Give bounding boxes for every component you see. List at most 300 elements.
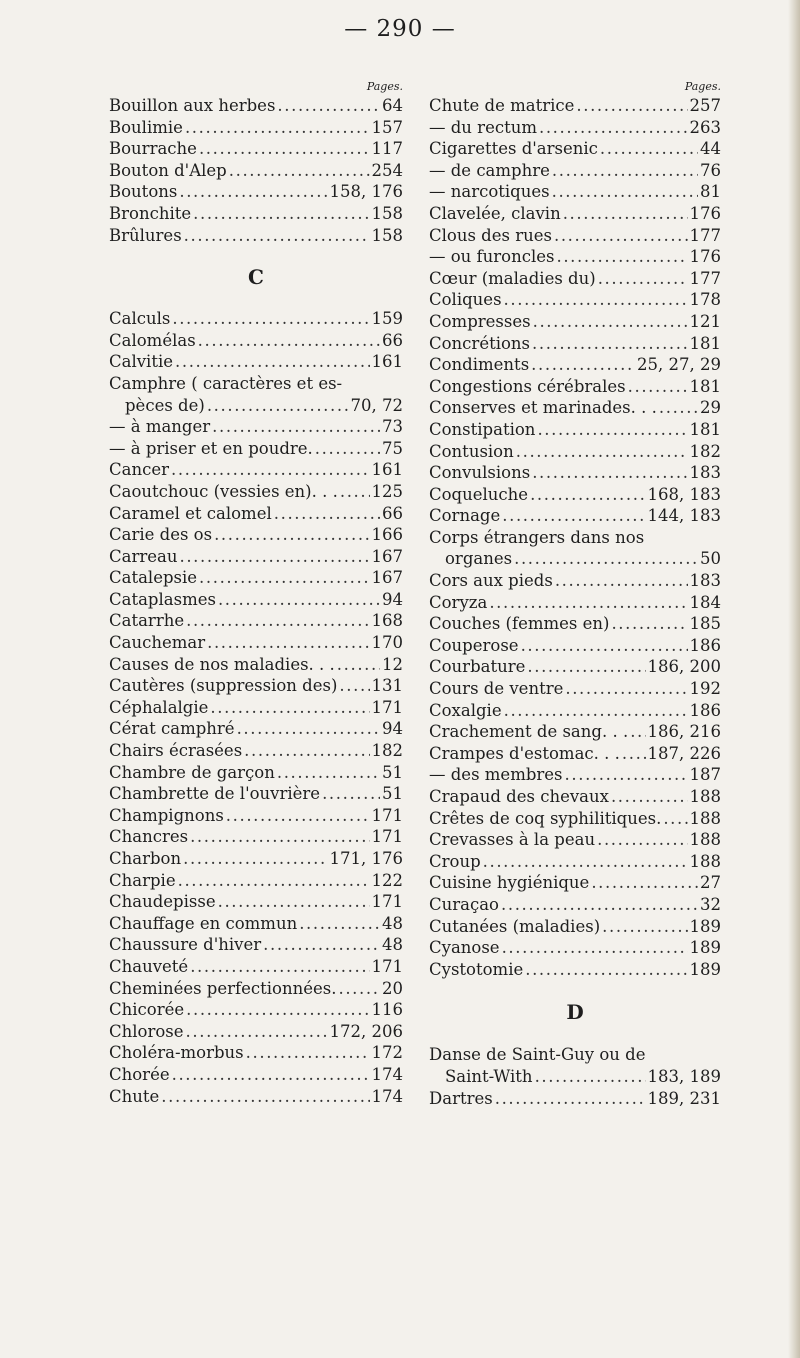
- dot-leader: [190, 956, 369, 978]
- dot-leader: [611, 786, 688, 808]
- index-page-refs: 183, 189: [647, 1066, 721, 1086]
- index-term: Curaçao: [429, 894, 499, 914]
- index-page-refs: 161: [371, 460, 403, 480]
- index-page-refs: 188: [689, 830, 721, 850]
- index-page-refs: 51: [382, 762, 403, 782]
- index-term: Condiments: [429, 355, 530, 375]
- index-entry: [429, 851, 721, 873]
- dot-leader: [277, 95, 380, 117]
- dot-leader: [552, 160, 698, 182]
- dot-leader: [179, 546, 369, 568]
- dot-leader: [489, 592, 687, 614]
- index-entry: [109, 546, 403, 568]
- dot-leader: [175, 351, 369, 373]
- index-entry: [429, 289, 721, 311]
- index-term: Choléra-morbus: [109, 1043, 244, 1063]
- dot-leader: [185, 117, 370, 139]
- index-entry: [429, 1066, 721, 1088]
- index-page-refs: 171: [371, 827, 403, 847]
- index-term: Cautères (suppression des): [109, 676, 338, 696]
- index-term: Conserves et marinades. . .: [429, 398, 657, 418]
- index-term: Cauchemar: [109, 633, 206, 653]
- index-page-refs: 182: [689, 441, 721, 461]
- index-term: Cuisine hygiénique: [429, 873, 590, 893]
- dot-leader: [501, 894, 698, 916]
- dot-leader: [504, 700, 688, 722]
- index-entry: [109, 459, 403, 481]
- index-page-refs: 172: [371, 1043, 403, 1063]
- index-page-refs: 167: [371, 546, 403, 566]
- dot-leader: [630, 721, 645, 743]
- dot-leader: [207, 632, 369, 654]
- dot-leader: [186, 610, 369, 632]
- index-term: Convulsions: [429, 463, 531, 483]
- index-term: Corps étrangers dans nos: [429, 527, 645, 547]
- index-entry: [109, 675, 403, 697]
- dot-leader: [531, 354, 635, 376]
- dot-leader: [214, 524, 369, 546]
- index-page-refs: 181: [689, 376, 721, 396]
- dot-leader: [555, 570, 688, 592]
- dot-leader: [218, 891, 370, 913]
- index-entry: [109, 138, 403, 160]
- index-page-refs: 177: [689, 225, 721, 245]
- dot-leader: [628, 376, 688, 398]
- index-entry: [109, 999, 403, 1021]
- dot-leader: [207, 395, 349, 417]
- index-term: Camphre ( caractères et es-: [109, 373, 343, 393]
- index-group-b: [109, 95, 403, 246]
- dot-leader: [277, 762, 380, 784]
- index-term: Chorée: [109, 1064, 170, 1084]
- index-term: Chambrette de l'ouvrière: [109, 784, 321, 804]
- index-term: Chairs écrasées: [109, 741, 243, 761]
- index-page-refs: 184: [689, 592, 721, 612]
- index-page-refs: 12: [382, 654, 403, 674]
- dot-leader: [339, 675, 369, 697]
- index-entry: [429, 721, 721, 743]
- index-term: Cigarettes d'arsenic: [429, 139, 598, 159]
- index-term: Brûlures: [109, 225, 182, 245]
- index-entry: [109, 416, 403, 438]
- index-entry: [109, 308, 403, 330]
- page-number: — 290 —: [344, 16, 456, 42]
- pages-column-header: Pages.: [366, 80, 403, 93]
- index-term: Clous des rues: [429, 225, 552, 245]
- index-term: Cutanées (maladies): [429, 916, 601, 936]
- index-term: Courbature: [429, 657, 526, 677]
- index-page-refs: 189: [689, 959, 721, 979]
- dot-leader: [530, 484, 645, 506]
- index-entry: [429, 462, 721, 484]
- index-term: Chancres: [109, 827, 189, 847]
- index-page-refs: 174: [371, 1064, 403, 1084]
- page-edge-shadow: [788, 0, 800, 1358]
- letter-heading-c: C: [248, 265, 264, 290]
- index-entry: [109, 567, 403, 589]
- index-entry: [109, 373, 403, 395]
- index-page-refs: 44: [700, 139, 721, 159]
- dot-leader: [226, 805, 370, 827]
- index-entry: [109, 632, 403, 654]
- index-entry: [429, 1044, 721, 1066]
- index-term: Cornage: [429, 506, 501, 526]
- index-entry: [429, 397, 721, 419]
- index-page-refs: 29: [700, 398, 721, 418]
- index-page-refs: 168: [371, 611, 403, 631]
- index-term: Chlorose: [109, 1021, 184, 1041]
- index-group-c: [109, 308, 403, 1107]
- index-entry: [429, 1088, 721, 1110]
- index-entry: [429, 872, 721, 894]
- pages-column-header: Pages.: [684, 80, 721, 93]
- index-page-refs: 81: [700, 182, 721, 202]
- index-page-refs: 188: [689, 787, 721, 806]
- index-term: Calomélas: [109, 330, 196, 350]
- index-page-refs: 117: [371, 139, 403, 159]
- dot-leader: [212, 416, 380, 438]
- index-entry: [109, 1021, 403, 1043]
- dot-leader: [521, 635, 688, 657]
- dot-leader: [576, 95, 687, 117]
- index-page-refs: 185: [689, 614, 721, 634]
- index-page-refs: 27: [700, 873, 721, 893]
- dot-leader: [600, 138, 698, 160]
- index-entry: [109, 503, 403, 525]
- index-term: pèces de): [125, 395, 205, 415]
- index-term: Causes de nos maladies. . .: [109, 654, 335, 674]
- index-entry: [109, 805, 403, 827]
- index-entry: [429, 419, 721, 441]
- index-entry: [109, 1042, 403, 1064]
- index-entry: [429, 592, 721, 614]
- index-entry: [429, 268, 721, 290]
- dot-leader: [178, 870, 370, 892]
- dot-leader: [229, 160, 370, 182]
- dot-leader: [184, 225, 370, 247]
- index-term: Crampes d'estomac. . .: [429, 743, 620, 763]
- index-entry: [109, 395, 403, 417]
- index-term: — des membres: [429, 765, 563, 785]
- dot-leader: [525, 959, 687, 981]
- dot-leader: [198, 330, 380, 352]
- dot-leader: [502, 937, 688, 959]
- index-entry: [429, 656, 721, 678]
- index-term: Cors aux pieds: [429, 571, 553, 591]
- index-entry: [109, 438, 403, 460]
- index-entry: [109, 826, 403, 848]
- index-entry: [109, 160, 403, 182]
- index-entry: [429, 764, 721, 786]
- index-term: Coqueluche: [429, 484, 529, 504]
- index-term: Catarrhe: [109, 611, 185, 631]
- index-page-refs: 48: [382, 913, 403, 933]
- index-entry: [429, 613, 721, 635]
- index-term: Cours de ventre: [429, 679, 564, 699]
- index-page-refs: 176: [689, 247, 721, 267]
- index-term: Crêtes de coq syphilitiques.: [429, 808, 662, 828]
- index-term: Chaussure d'hiver: [109, 935, 262, 955]
- index-entry: [429, 808, 721, 830]
- index-page-refs: 125: [371, 481, 403, 501]
- index-entry: [109, 934, 403, 956]
- index-entry: [429, 484, 721, 506]
- dot-leader: [186, 1021, 328, 1043]
- index-entry: [429, 354, 721, 376]
- index-term: Chambre de garçon: [109, 762, 275, 782]
- dot-leader: [495, 1088, 646, 1110]
- index-term: Coliques: [429, 290, 502, 310]
- index-page-refs: 168, 183: [647, 484, 721, 504]
- index-entry: [109, 848, 403, 870]
- dot-leader: [183, 848, 327, 870]
- dot-leader: [611, 613, 687, 635]
- index-page-refs: 186, 216: [647, 722, 721, 742]
- index-page-refs: 116: [371, 1000, 403, 1020]
- index-term: Danse de Saint-Guy ou de: [429, 1045, 646, 1065]
- dot-leader: [244, 740, 369, 762]
- index-term: Caoutchouc (vessies en). . .: [109, 481, 338, 501]
- index-page-refs: 48: [382, 935, 403, 955]
- index-entry: [109, 913, 403, 935]
- index-page-refs: 177: [689, 268, 721, 288]
- index-entry: [109, 1086, 403, 1108]
- index-page-refs: 189, 231: [647, 1088, 721, 1108]
- index-term: Chauffage en commun: [109, 913, 298, 933]
- index-page-refs: 171: [371, 956, 403, 976]
- dot-leader: [516, 441, 688, 463]
- index-entry: [429, 894, 721, 916]
- index-entry: [109, 891, 403, 913]
- index-term: — de camphre: [429, 160, 550, 180]
- index-entry: [109, 481, 403, 503]
- index-term: Boulimie: [109, 117, 183, 137]
- dot-leader: [502, 505, 645, 527]
- dot-leader: [172, 1064, 370, 1086]
- index-page-refs: 183: [689, 571, 721, 591]
- index-term: Clavelée, clavin: [429, 203, 561, 223]
- index-entry: [109, 589, 403, 611]
- index-term: — à priser et en poudre.: [109, 438, 313, 458]
- index-term: — narcotiques: [429, 182, 550, 202]
- dot-leader: [598, 268, 688, 290]
- dot-leader: [556, 246, 687, 268]
- index-page-refs: 20: [382, 978, 403, 998]
- index-term: Caramel et calomel: [109, 503, 272, 523]
- dot-leader: [190, 826, 369, 848]
- index-page-refs: 182: [371, 741, 403, 761]
- index-term: — à manger: [109, 417, 211, 437]
- dot-leader: [218, 589, 380, 611]
- index-page-refs: 189: [689, 916, 721, 936]
- index-page-refs: 186, 200: [647, 657, 721, 677]
- index-entry: [429, 246, 721, 268]
- index-page-refs: 76: [700, 160, 721, 180]
- dot-leader: [171, 459, 370, 481]
- index-term: Congestions cérébrales: [429, 376, 626, 396]
- index-entry: [429, 376, 721, 398]
- index-term: Saint-With: [445, 1066, 533, 1086]
- dot-leader: [597, 829, 687, 851]
- dot-leader: [532, 462, 687, 484]
- index-term: Coryza: [429, 592, 488, 612]
- index-entry: [429, 441, 721, 463]
- dot-leader: [199, 567, 369, 589]
- index-entry: [429, 678, 721, 700]
- index-term: Couches (femmes en): [429, 614, 610, 634]
- index-term: Charpie: [109, 870, 176, 890]
- index-page-refs: 75: [382, 438, 403, 458]
- index-term: Carie des os: [109, 525, 213, 545]
- index-term: Cœur (maladies du): [429, 268, 596, 288]
- dot-leader: [274, 503, 380, 525]
- index-term: Carreau: [109, 546, 178, 566]
- index-entry: [429, 635, 721, 657]
- index-page-refs: 186: [689, 635, 721, 655]
- dot-leader: [552, 181, 698, 203]
- index-entry: [109, 351, 403, 373]
- index-page-refs: 161: [371, 352, 403, 372]
- index-entry: [429, 937, 721, 959]
- index-term: Cyanose: [429, 938, 500, 958]
- index-page-refs: 176: [689, 203, 721, 223]
- dot-leader: [322, 783, 380, 805]
- index-entry: [429, 829, 721, 851]
- index-term: Dartres: [429, 1088, 493, 1108]
- dot-leader: [535, 1066, 646, 1088]
- index-term: Croup: [429, 851, 481, 871]
- dot-leader: [663, 808, 687, 830]
- index-entry: [109, 203, 403, 225]
- index-page-refs: 167: [371, 568, 403, 588]
- index-page-refs: 257: [689, 96, 721, 115]
- index-page-refs: 187: [689, 765, 721, 785]
- index-page-refs: 181: [689, 419, 721, 439]
- index-term: Chute de matrice: [429, 96, 575, 115]
- index-entry: [429, 700, 721, 722]
- index-entry: [429, 743, 721, 765]
- index-page-refs: 70, 72: [350, 395, 403, 415]
- index-page-refs: 158: [371, 203, 403, 223]
- index-page-refs: 263: [689, 117, 721, 137]
- dot-leader: [315, 438, 380, 460]
- index-entry: [109, 610, 403, 632]
- index-entry: [109, 524, 403, 546]
- index-term: Champignons: [109, 805, 224, 825]
- index-page-refs: 254: [371, 160, 403, 180]
- dot-leader: [246, 1042, 370, 1064]
- index-page-refs: 188: [689, 851, 721, 871]
- index-entry: [429, 333, 721, 355]
- dot-leader: [186, 999, 369, 1021]
- index-entry: [429, 181, 721, 203]
- index-term: Bouillon aux herbes: [109, 96, 276, 115]
- index-term: Chauveté: [109, 956, 189, 976]
- index-term: — du rectum: [429, 117, 537, 137]
- dot-leader: [172, 308, 369, 330]
- index-term: Concrétions: [429, 333, 531, 353]
- dot-leader: [237, 718, 380, 740]
- dot-leader: [340, 481, 370, 503]
- index-page-refs: 192: [689, 679, 721, 699]
- index-page-refs: 94: [382, 719, 403, 739]
- index-term: Charbon: [109, 849, 182, 868]
- index-column-right: [429, 80, 721, 1109]
- index-page-refs: 172, 206: [329, 1021, 403, 1041]
- index-page-refs: 183: [689, 463, 721, 483]
- index-entry: [109, 740, 403, 762]
- dot-leader: [161, 1086, 369, 1108]
- index-entry: [429, 311, 721, 333]
- index-term: Couperose: [429, 635, 519, 655]
- dot-leader: [299, 913, 380, 935]
- index-term: Cheminées perfectionnées.: [109, 978, 337, 998]
- index-column-left: [109, 80, 403, 1107]
- index-page-refs: 174: [371, 1086, 403, 1106]
- index-page-refs: 171: [371, 697, 403, 717]
- index-page-refs: 158, 176: [329, 182, 403, 202]
- index-entry: [109, 117, 403, 139]
- letter-heading-d: D: [566, 1000, 584, 1025]
- dot-leader: [537, 419, 687, 441]
- dot-leader: [563, 203, 688, 225]
- dot-leader: [210, 697, 369, 719]
- dot-leader: [504, 289, 688, 311]
- index-page-refs: 178: [689, 290, 721, 310]
- index-term: Chute: [109, 1086, 160, 1106]
- index-entry: [109, 978, 403, 1000]
- index-entry: [109, 783, 403, 805]
- index-page-refs: 170: [371, 633, 403, 653]
- dot-leader: [554, 225, 688, 247]
- dot-leader: [263, 934, 380, 956]
- index-entry: [109, 95, 403, 117]
- dot-leader: [514, 548, 698, 570]
- index-term: Contusion: [429, 441, 514, 461]
- index-group-d: [429, 1044, 721, 1109]
- index-page-refs: 181: [689, 333, 721, 353]
- index-page-refs: 66: [382, 330, 403, 350]
- index-entry: [109, 181, 403, 203]
- index-page-refs: 166: [371, 525, 403, 545]
- index-page-refs: 171: [371, 892, 403, 912]
- index-term: Cancer: [109, 460, 169, 480]
- index-page-refs: 171: [371, 805, 403, 825]
- index-page-refs: 188: [689, 808, 721, 828]
- index-term: Chaudepisse: [109, 892, 216, 912]
- index-term: Cystotomie: [429, 959, 524, 979]
- index-term: Cérat camphré: [109, 719, 235, 739]
- dot-leader: [565, 764, 688, 786]
- index-entry: [429, 916, 721, 938]
- index-entry: [109, 697, 403, 719]
- index-term: Bronchite: [109, 203, 192, 223]
- dot-leader: [532, 333, 687, 355]
- index-term: Crevasses à la peau: [429, 830, 596, 850]
- index-page-refs: 157: [371, 117, 403, 137]
- index-entry: [109, 718, 403, 740]
- index-page-refs: 189: [689, 938, 721, 958]
- index-page-refs: 25, 27, 29: [637, 355, 721, 375]
- index-term: Chicorée: [109, 1000, 185, 1020]
- index-page-refs: 64: [382, 96, 403, 115]
- index-page-refs: 51: [382, 784, 403, 804]
- index-term: Catalepsie: [109, 568, 198, 588]
- index-term: Cataplasmes: [109, 589, 216, 609]
- dot-leader: [539, 117, 688, 139]
- dot-leader: [527, 656, 645, 678]
- index-term: Calvitie: [109, 352, 174, 372]
